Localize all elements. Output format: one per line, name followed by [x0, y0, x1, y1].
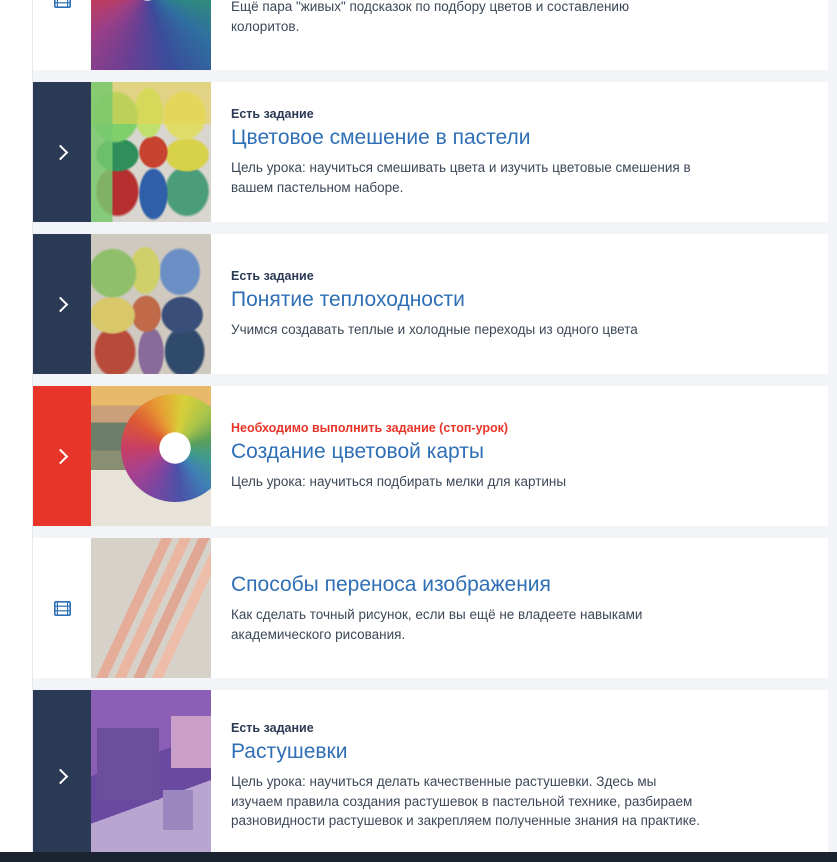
- lesson-open-marker[interactable]: [33, 82, 91, 222]
- lesson-description: Цель урока: научиться смешивать цвета и изучить цветовые смешения в вашем пастельном наборе.: [231, 160, 691, 195]
- film-icon: [54, 601, 71, 616]
- lesson-body: [211, 690, 828, 862]
- lesson-body: [211, 234, 828, 374]
- lesson-card[interactable]: [33, 538, 828, 678]
- lesson-thumbnail: [91, 386, 211, 526]
- lesson-type-marker-video[interactable]: [33, 0, 91, 70]
- lesson-body: [211, 0, 828, 70]
- lesson-title[interactable]: Создание цветовой карты: [231, 439, 484, 463]
- chevron-right-icon: [52, 768, 68, 784]
- lesson-body: [211, 538, 828, 678]
- lesson-thumbnail: [91, 234, 211, 374]
- lesson-card[interactable]: [33, 82, 828, 222]
- lesson-open-marker[interactable]: [33, 690, 91, 862]
- lesson-thumbnail: [91, 690, 211, 862]
- bottom-bar: [0, 852, 837, 862]
- lesson-thumbnail: [91, 0, 211, 70]
- lesson-type-marker-video[interactable]: [33, 538, 91, 678]
- lesson-description: Цель урока: научиться подбирать мелки для картины: [231, 473, 567, 489]
- lesson-description: Ещё пара "живых" подсказок по подбору цветов и составлению колоритов.: [231, 0, 630, 34]
- lesson-badge: Есть задание: [231, 268, 314, 283]
- lesson-body: [211, 386, 828, 526]
- left-gutter: [0, 0, 33, 862]
- lesson-thumbnail: [91, 82, 211, 222]
- lesson-card[interactable]: [33, 234, 828, 374]
- lesson-title[interactable]: Растушевки: [231, 740, 348, 764]
- chevron-right-icon: [52, 144, 68, 160]
- chevron-right-icon: [52, 448, 68, 464]
- lesson-list: [33, 0, 837, 862]
- lesson-badge: Необходимо выполнить задание (стоп-урок): [231, 420, 509, 435]
- lesson-open-marker-stop[interactable]: [33, 386, 91, 526]
- lesson-card[interactable]: [33, 0, 828, 70]
- lesson-card[interactable]: [33, 690, 828, 862]
- lesson-title[interactable]: Способы переноса изображения: [231, 572, 551, 596]
- lesson-badge: Есть задание: [231, 106, 314, 121]
- lesson-title[interactable]: Цветовое смешение в пастели: [231, 125, 531, 149]
- lesson-body: [211, 82, 828, 222]
- film-icon: [54, 0, 71, 8]
- lesson-title[interactable]: Понятие теплоходности: [231, 287, 465, 311]
- lesson-badge: Есть задание: [231, 721, 314, 736]
- chevron-right-icon: [52, 296, 68, 312]
- lesson-description: Учимся создавать теплые и холодные переходы из одного цвета: [231, 321, 638, 337]
- lesson-card[interactable]: [33, 386, 828, 526]
- lesson-description: Как сделать точный рисунок, если вы ещё не владеете навыками академического рисования.: [231, 607, 643, 642]
- lesson-description: Цель урока: научиться делать качественные растушевки. Здесь мы изучаем правила создания растушевок в пастельной технике, разбираем разновидности растушевок и закрепляем полученные знания на практике.: [231, 774, 701, 829]
- lesson-thumbnail: [91, 538, 211, 678]
- lesson-open-marker[interactable]: [33, 234, 91, 374]
